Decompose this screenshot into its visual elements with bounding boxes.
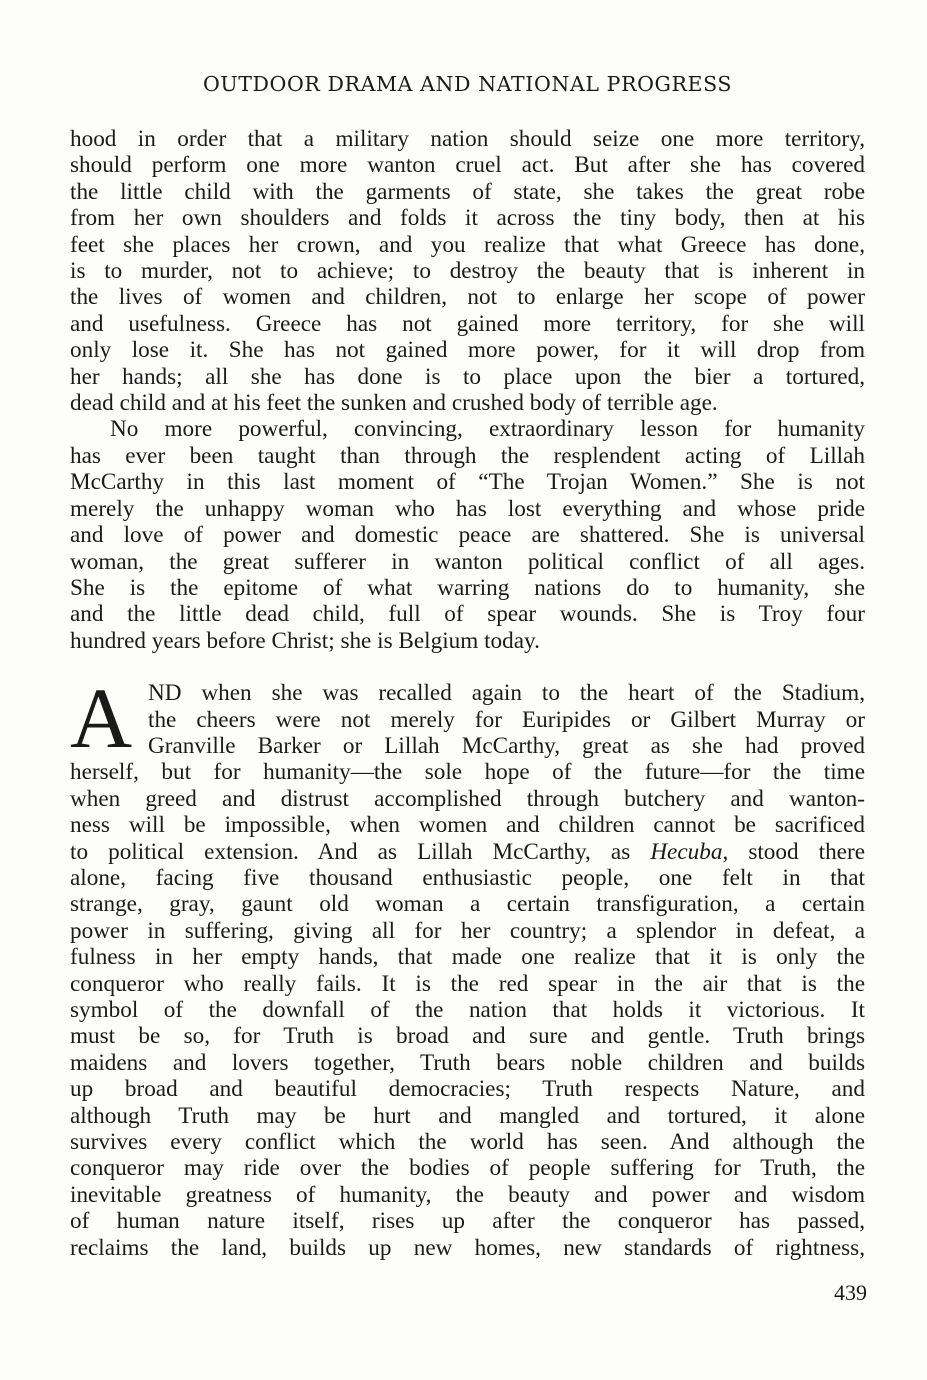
text-line: although Truth may be hurt and mangled and tortured, it alone — [70, 1102, 865, 1129]
text-line: the lives of women and children, not to enlarge her scope of power — [70, 284, 865, 311]
text-line: fulness in her empty hands, that made one realize that it is only the — [70, 944, 865, 971]
text-line: She is the epitome of what warring nations do to humanity, she — [70, 574, 865, 601]
text-line: of human nature itself, rises up after the conqueror has passed, — [70, 1208, 865, 1235]
text-line: woman, the great sufferer in wanton political conflict of all ages. — [70, 548, 865, 575]
text-line: when greed and distrust accomplished through butchery and wanton- — [70, 785, 865, 812]
text-line: has ever been taught than through the resplendent acting of Lillah — [70, 442, 865, 469]
text-line: from her own shoulders and folds it across the tiny body, then at his — [70, 205, 865, 232]
text-line: survives every conflict which the world has seen. And although the — [70, 1129, 865, 1156]
text-line: McCarthy in this last moment of “The Trojan Women.” She is not — [70, 469, 865, 496]
text-line: and love of power and domestic peace are shattered. She is universal — [70, 522, 865, 549]
text-line-italic — [70, 839, 865, 865]
drop-cap: A — [70, 670, 133, 767]
paragraph-3 — [70, 670, 865, 1261]
drop-cap-block — [70, 670, 865, 767]
text-line: is to murder, not to achieve; to destroy the beauty that is inherent in — [70, 258, 865, 285]
text-line: hood in order that a military nation should seize one more territory, — [70, 126, 865, 152]
text-line: power in suffering, giving all for her country; a splendor in defeat, a — [70, 917, 865, 944]
drop-cap-lines — [70, 670, 865, 767]
text-line: symbol of the downfall of the nation that holds it victorious. It — [70, 997, 865, 1023]
text-line: and usefulness. Greece has not gained more territory, for she will — [70, 310, 865, 337]
text-line: reclaims the land, builds up new homes, new standards of rightness, — [70, 1234, 865, 1261]
text-line: Granville Barker or Lillah McCarthy, great as she had proved — [148, 732, 865, 759]
text-line: conqueror who really fails. It is the red spear in the air that is the — [70, 970, 865, 997]
paragraph-1 — [70, 126, 865, 416]
text-line: dead child and at his feet the sunken and crushed body of terrible age. — [70, 390, 718, 417]
text-line: maidens and lovers together, Truth bears noble children and builds — [70, 1049, 865, 1076]
text-line: the little child with the garments of state, she takes the great robe — [70, 178, 865, 205]
text-line: ND when she was recalled again to the heart of the Stadium, — [148, 680, 865, 707]
text-line: the cheers were not merely for Euripides or Gilbert Murray or — [148, 706, 865, 733]
text-line: and the little dead child, full of spear wounds. She is Troy four — [70, 601, 865, 628]
italic-line-pre: to political extension. And as Lillah McCarthy, as — [70, 838, 651, 865]
text-line: alone, facing five thousand enthusiastic people, one felt in that — [70, 864, 865, 891]
body-text — [70, 126, 865, 1261]
text-line: merely the unhappy woman who has lost everything and whose pride — [70, 495, 865, 522]
lines-before-italic — [70, 759, 865, 838]
text-line: her hands; all she has done is to place upon the bier a tortured, — [70, 363, 865, 390]
text-line: only lose it. She has not gained more power, for it will drop from — [70, 337, 865, 364]
section-break — [70, 654, 865, 680]
lines-after-italic — [70, 865, 865, 1261]
text-line: feet she places her crown, and you realize that what Greece has done, — [70, 231, 865, 258]
text-line: up broad and beautiful democracies; Truth respects Nature, and — [70, 1076, 865, 1103]
text-line: herself, but for humanity—the sole hope of the future—for the time — [70, 759, 865, 786]
text-line: ness will be impossible, when women and children cannot be sacrificed — [70, 812, 865, 839]
italic-line-post: , stood there — [722, 838, 865, 865]
text-line: conqueror may ride over the bodies of people suffering for Truth, the — [70, 1155, 865, 1182]
text-line: hundred years before Christ; she is Belgium today. — [70, 627, 540, 654]
italic-word: Hecuba — [650, 838, 723, 865]
text-line: No more powerful, convincing, extraordinary lesson for humanity — [110, 416, 865, 443]
text-line: strange, gray, gaunt old woman a certain transfiguration, a certain — [70, 891, 865, 918]
page-number: 439 — [834, 1280, 867, 1305]
text-line: must be so, for Truth is broad and sure and gentle. Truth brings — [70, 1023, 865, 1050]
text-line: inevitable greatness of humanity, the beauty and power and wisdom — [70, 1181, 865, 1208]
running-head: OUTDOOR DRAMA AND NATIONAL PROGRESS — [202, 72, 733, 96]
paragraph-2 — [70, 416, 865, 654]
text-line: should perform one more wanton cruel act. But after she has covered — [70, 152, 865, 179]
